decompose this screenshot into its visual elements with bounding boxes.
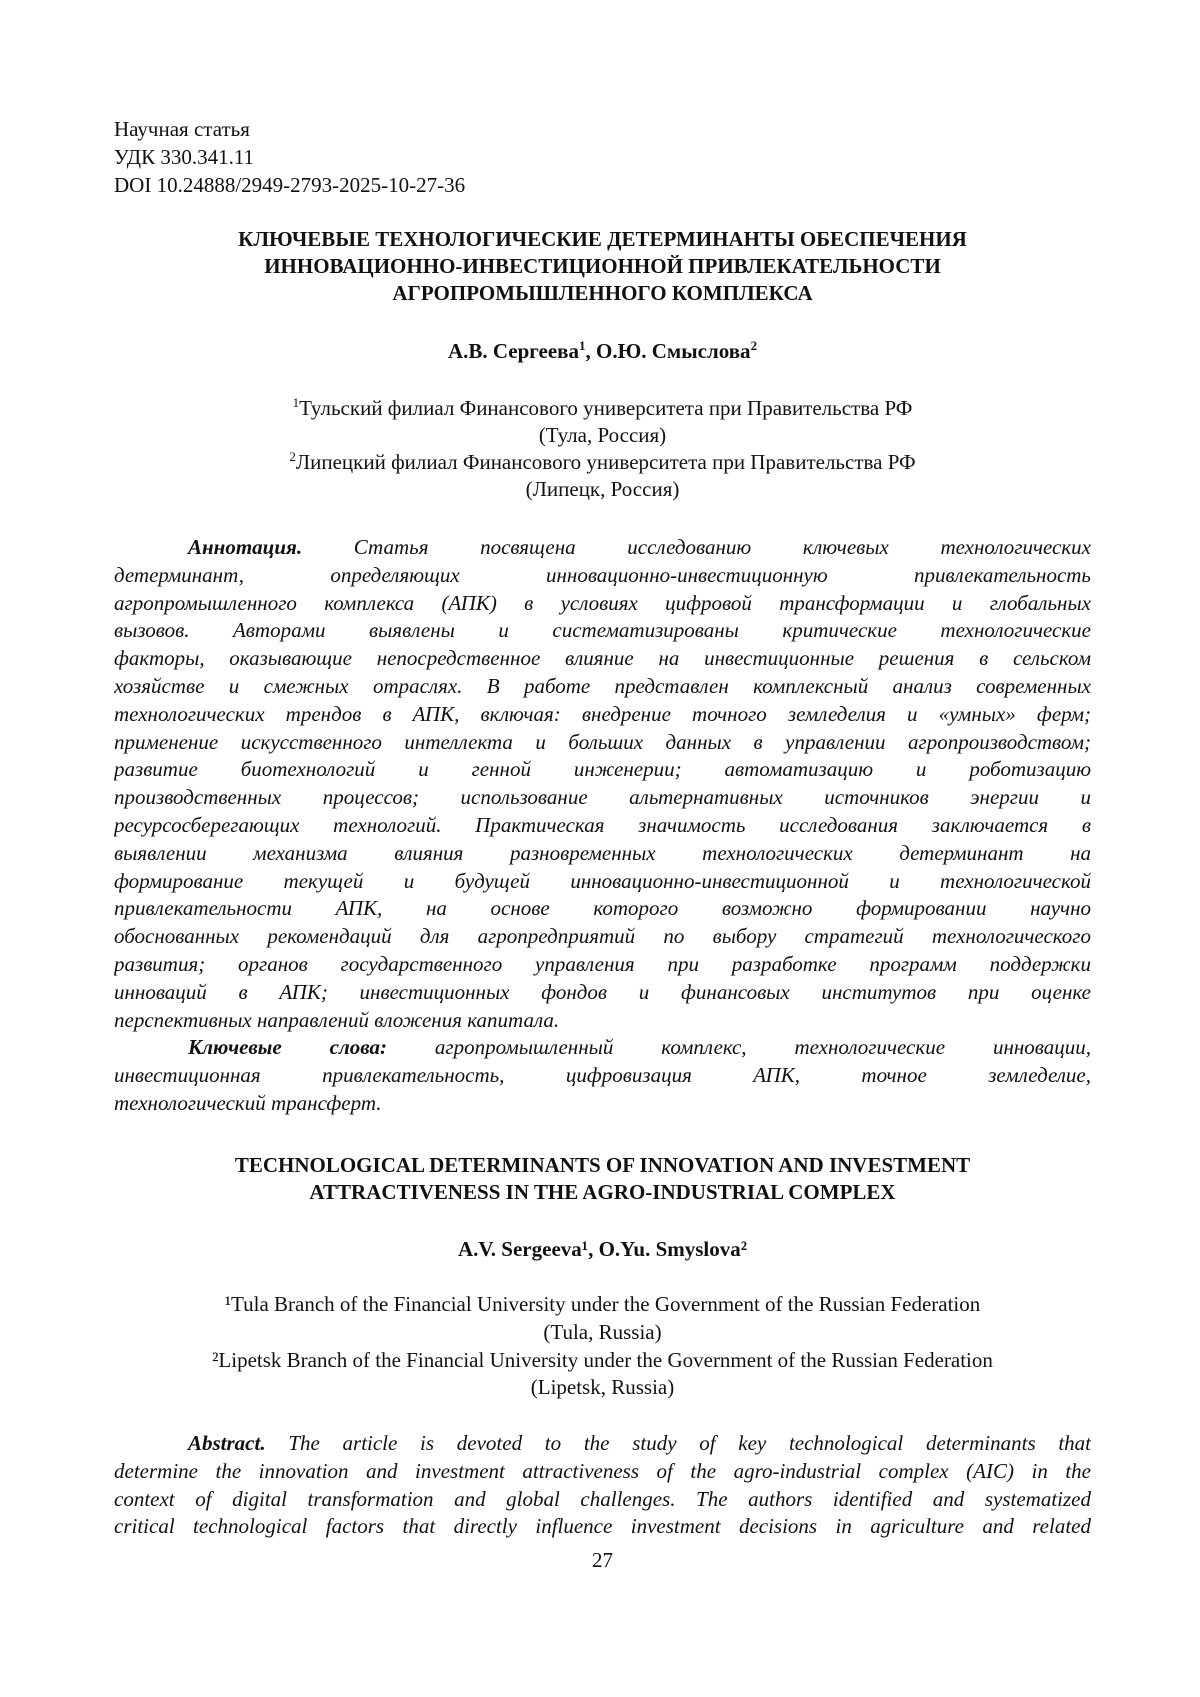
annotation-line [114,645,1091,673]
annotation-line [114,951,1091,979]
author-separator: , [585,339,597,363]
abstract-label: Abstract. [188,1431,266,1455]
en-affiliations [114,1291,1091,1402]
ru-annotation [114,534,1091,1118]
annotation-text: технологических трендов в АПК, включая: внедрение точного земледелия и «умных» ферм; [114,701,1091,726]
keywords-text: агропромышленный комплекс, технологические инновации, [434,1035,1091,1060]
en-authors: A.V. Sergeeva¹, O.Yu. Smyslova² [457,1237,748,1261]
annotation-line [114,673,1091,701]
en-title-line: TECHNOLOGICAL DETERMINANTS OF INNOVATION AND INVESTMENT [234,1153,971,1177]
ru-authors [114,338,1091,366]
annotation-line [114,534,1091,562]
ru-title-line: АГРОПРОМЫШЛЕННОГО КОМПЛЕКСА [392,281,813,305]
ru-affiliations [114,395,1091,503]
annotation-line [114,590,1091,618]
affil-text: Липецкий филиал Финансового университета при Правительства РФ [295,450,916,474]
page-number: 27 [592,1548,613,1572]
annotation-text: выявлении механизма влияния разновременных технологических детерминант на [114,840,1091,865]
author-2-sup: 2 [750,338,758,353]
annotation-line [114,979,1091,1007]
annotation-text: привлекательности АПК, на основе которого возможно формировании научно [114,896,1091,921]
doi: DOI 10.24888/2949-2793-2025-10-27-36 [114,172,466,197]
affil-sup: 1 [292,395,300,410]
annotation-text: агропромышленного комплекса (АПК) в условиях цифровой трансформации и глобальных [114,590,1091,615]
annotation-line [114,562,1091,590]
keywords-text: технологический трансферт. [114,1090,382,1115]
en-affiliation-2: ²Lipetsk Branch of the Financial University under the Government of the Russian Federation [212,1347,993,1372]
keywords-label: Ключевые слова: [188,1035,387,1060]
annotation-line [114,1007,1091,1035]
annotation-line [114,701,1091,729]
abstract-line [114,1486,1091,1514]
ru-affiliation-2-city: (Липецк, Россия) [525,477,680,501]
article-type: Научная статья [114,117,250,141]
abstract-line [114,1513,1091,1541]
annotation-text: производственных процессов; использование альтернативных источников энергии и [114,785,1091,810]
abstract-text: critical technological factors that directly influence investment decisions in agriculture and related [114,1514,1091,1539]
ru-title-line: ИННОВАЦИОННО-ИНВЕСТИЦИОННОЙ ПРИВЛЕКАТЕЛЬНОСТИ [264,254,941,278]
author-1-sup: 1 [579,338,586,353]
en-title [114,1152,1091,1206]
annotation-text: перспективных направлений вложения капитала. [114,1007,560,1032]
en-affiliation-1: ¹Tula Branch of the Financial University under the Government of the Russian Federation [224,1292,981,1316]
annotation-line [114,923,1091,951]
keywords-line [114,1034,1091,1062]
annotation-label: Аннотация. [188,535,303,559]
ru-title [114,226,1091,307]
annotation-text: детерминант, определяющих инновационно-инвестиционную привлекательность [114,562,1091,587]
abstract-text: determine the innovation and investment attractiveness of the agro-industrial complex (AIC) in the [114,1458,1091,1483]
annotation-text: применение искусственного интеллекта и больших данных в управлении агропроизводством; [114,729,1091,754]
abstract-text: The article is devoted to the study of key technological determinants that [288,1431,1091,1455]
annotation-text: развитие биотехнологий и генной инженерии; автоматизацию и роботизацию [114,757,1091,782]
keywords-line [114,1062,1091,1090]
annotation-text: формирование текущей и будущей инновационно-инвестиционной и технологической [114,868,1091,893]
en-affiliation-2-city: (Lipetsk, Russia) [530,1375,675,1400]
annotation-text: факторы, оказывающие непосредственное влияние на инвестиционные решения в сельском [114,646,1091,671]
en-abstract [114,1430,1091,1541]
annotation-text: Статья посвящена исследованию ключевых технологических [353,535,1091,559]
keywords-text: инвестиционная привлекательность, цифровизация АПК, точное земледелие, [114,1063,1091,1088]
annotation-text: хозяйстве и смежных отраслях. В работе представлен комплексный анализ современных [114,673,1091,698]
en-affiliation-1-city: (Tula, Russia) [543,1319,662,1344]
annotation-line [114,895,1091,923]
en-title-line: ATTRACTIVENESS IN THE AGRO-INDUSTRIAL COMPLEX [309,1180,896,1204]
annotation-text: развития; органов государственного управления при разработке программ поддержки [114,951,1091,976]
abstract-text: context of digital transformation and global challenges. The authors identified and systematized [114,1486,1091,1511]
annotation-text: вызовов. Авторами выявлены и систематизированы критические технологические [114,618,1091,643]
annotation-text: инноваций в АПК; инвестиционных фондов и финансовых институтов при оценке [114,979,1091,1004]
ru-affiliation-2 [114,449,1091,476]
annotation-line [114,840,1091,868]
affil-text: Тульский филиал Финансового университета при Правительства РФ [299,396,913,420]
ru-affiliation-1 [114,395,1091,422]
ru-affiliation-1-city: (Тула, Россия) [538,423,667,447]
annotation-line [114,784,1091,812]
annotation-line [114,617,1091,645]
annotation-text: ресурсосберегающих технологий. Практическая значимость исследования заключается в [114,812,1091,837]
annotation-line [114,756,1091,784]
author-2: О.Ю. Смыслова [596,339,751,363]
article-header [114,116,1091,199]
udc-code: УДК 330.341.11 [114,144,255,169]
annotation-line [114,868,1091,896]
abstract-line [114,1458,1091,1486]
affil-sup: 2 [289,449,296,464]
author-1: А.В. Сергеева [447,339,580,363]
abstract-line [114,1430,1091,1458]
annotation-line [114,729,1091,757]
annotation-line [114,812,1091,840]
ru-title-line: КЛЮЧЕВЫЕ ТЕХНОЛОГИЧЕСКИЕ ДЕТЕРМИНАНТЫ ОБЕСПЕЧЕНИЯ [238,227,967,251]
keywords-line [114,1090,1091,1118]
annotation-text: обоснованных рекомендаций для агропредприятий по выбору стратегий технологического [114,924,1091,949]
